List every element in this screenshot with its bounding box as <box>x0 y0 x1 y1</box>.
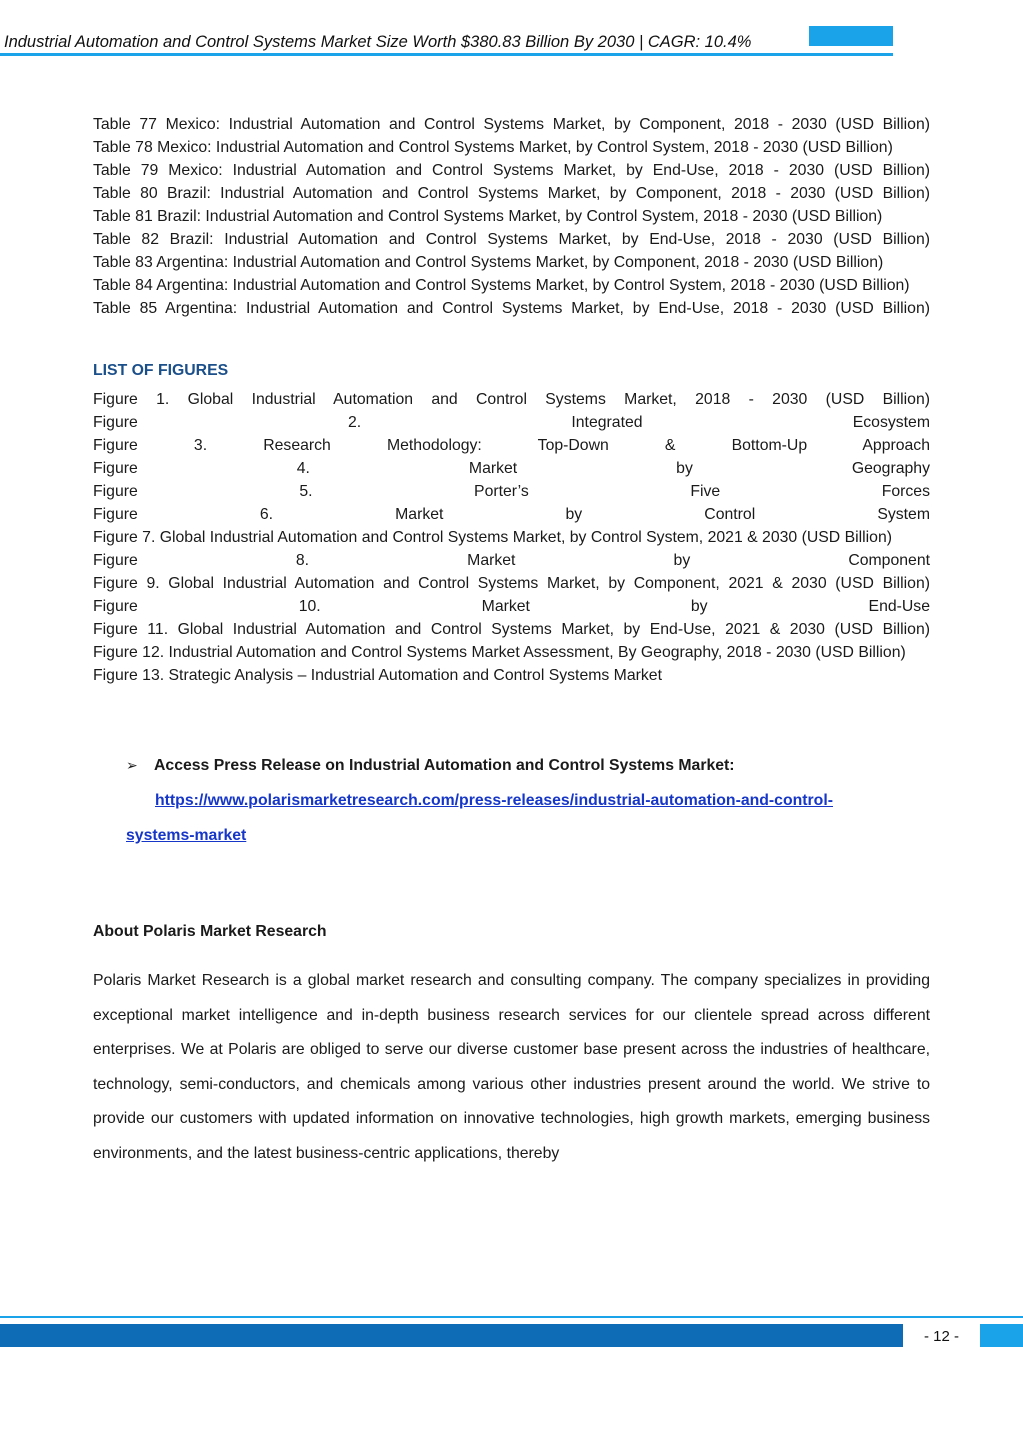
press-release-heading <box>126 748 930 783</box>
page-content <box>93 113 930 1172</box>
table-entry: Table 82 Brazil: Industrial Automation and Control Systems Market, by End-Use, 2018 - 2030 (USD Billion) <box>93 231 930 248</box>
table-entry: Table 84 Argentina: Industrial Automation and Control Systems Market, by Control System, 2018 - 2030 (USD Billion) <box>93 277 910 294</box>
page-number: - 12 - <box>923 1328 959 1345</box>
figure-entry: Figure 12. Industrial Automation and Control Systems Market Assessment, By Geography, 2018 - 2030 (USD Billion) <box>93 644 906 661</box>
figure-entry: Figure 2. Integrated Ecosystem <box>93 414 930 431</box>
footer-rule <box>0 1316 1023 1318</box>
table-entry: Table 80 Brazil: Industrial Automation and Control Systems Market, by Component, 2018 - 2030 (USD Billion) <box>93 185 930 202</box>
figure-entry: Figure 6. Market by Control System <box>93 506 930 523</box>
press-release-link-line1: https://www.polarismarketresearch.com/press-releases/industrial-automation-and-control- <box>155 792 833 809</box>
about-heading: About Polaris Market Research <box>93 923 327 940</box>
press-release-label: Access Press Release on Industrial Automation and Control Systems Market: <box>154 757 735 774</box>
header-title: Industrial Automation and Control Systems Market Size Worth $380.83 Billion By 2030 | CAGR: 10.4% <box>4 33 752 51</box>
table-entry: Table 78 Mexico: Industrial Automation and Control Systems Market, by Control System, 2018 - 2030 (USD Billion) <box>93 139 893 156</box>
figure-entry: Figure 8. Market by Component <box>93 552 930 569</box>
figure-entry: Figure 7. Global Industrial Automation and Control Systems Market, by Control System, 2021 & 2030 (USD Billion) <box>93 529 892 546</box>
table-entry: Table 85 Argentina: Industrial Automation and Control Systems Market, by End-Use, 2018 - 2030 (USD Billion) <box>93 300 930 317</box>
table-entry: Table 81 Brazil: Industrial Automation and Control Systems Market, by Control System, 2018 - 2030 (USD Billion) <box>93 208 883 225</box>
press-release-link-line2: systems-market <box>126 827 247 844</box>
footer-bar <box>0 1324 903 1347</box>
about-paragraph: Polaris Market Research is a global market research and consulting company. The company specializes in providing exceptional market intelligence and in-depth business research services for our clientele spread across different enterprises. We at Polaris are obliged to serve our diverse customer base present across the industries of healthcare, technology, semi-conductors, and chemicals among various other industries present around the world. We strive to provide our customers with updated information on innovative technologies, high growth markets, emerging business environments, and the latest business-centric applications, thereby <box>93 972 930 1162</box>
tables-list <box>93 113 930 320</box>
press-release-block <box>126 748 930 853</box>
header-accent-block <box>809 26 893 46</box>
figure-entry: Figure 5. Porter’s Five Forces <box>93 483 930 500</box>
figures-list <box>93 388 930 687</box>
press-release-link-continued[interactable] <box>126 818 930 853</box>
footer-accent-tab <box>980 1324 1023 1347</box>
table-entry: Table 83 Argentina: Industrial Automation and Control Systems Market, by Component, 2018 - 2030 (USD Billion) <box>93 254 884 271</box>
arrow-bullet-icon: ➢ <box>126 757 138 773</box>
figure-entry: Figure 11. Global Industrial Automation and Control Systems Market, by End-Use, 2021 & 2030 (USD Billion) <box>93 621 930 638</box>
figure-entry: Figure 4. Market by Geography <box>93 460 930 477</box>
figure-entry: Figure 1. Global Industrial Automation and Control Systems Market, 2018 - 2030 (USD Billion) <box>93 391 930 408</box>
press-release-link[interactable] <box>155 783 930 818</box>
table-entry: Table 77 Mexico: Industrial Automation and Control Systems Market, by Component, 2018 - 2030 (USD Billion) <box>93 116 930 133</box>
header-rule <box>0 53 893 56</box>
figure-entry: Figure 9. Global Industrial Automation and Control Systems Market, by Component, 2021 & 2030 (USD Billion) <box>93 575 930 592</box>
figure-entry: Figure 13. Strategic Analysis – Industrial Automation and Control Systems Market <box>93 667 662 684</box>
figures-heading: LIST OF FIGURES <box>93 362 229 379</box>
figure-entry: Figure 3. Research Methodology: Top-Down & Bottom-Up Approach <box>93 437 930 454</box>
table-entry: Table 79 Mexico: Industrial Automation and Control Systems Market, by End-Use, 2018 - 2030 (USD Billion) <box>93 162 930 179</box>
figure-entry: Figure 10. Market by End-Use <box>93 598 930 615</box>
